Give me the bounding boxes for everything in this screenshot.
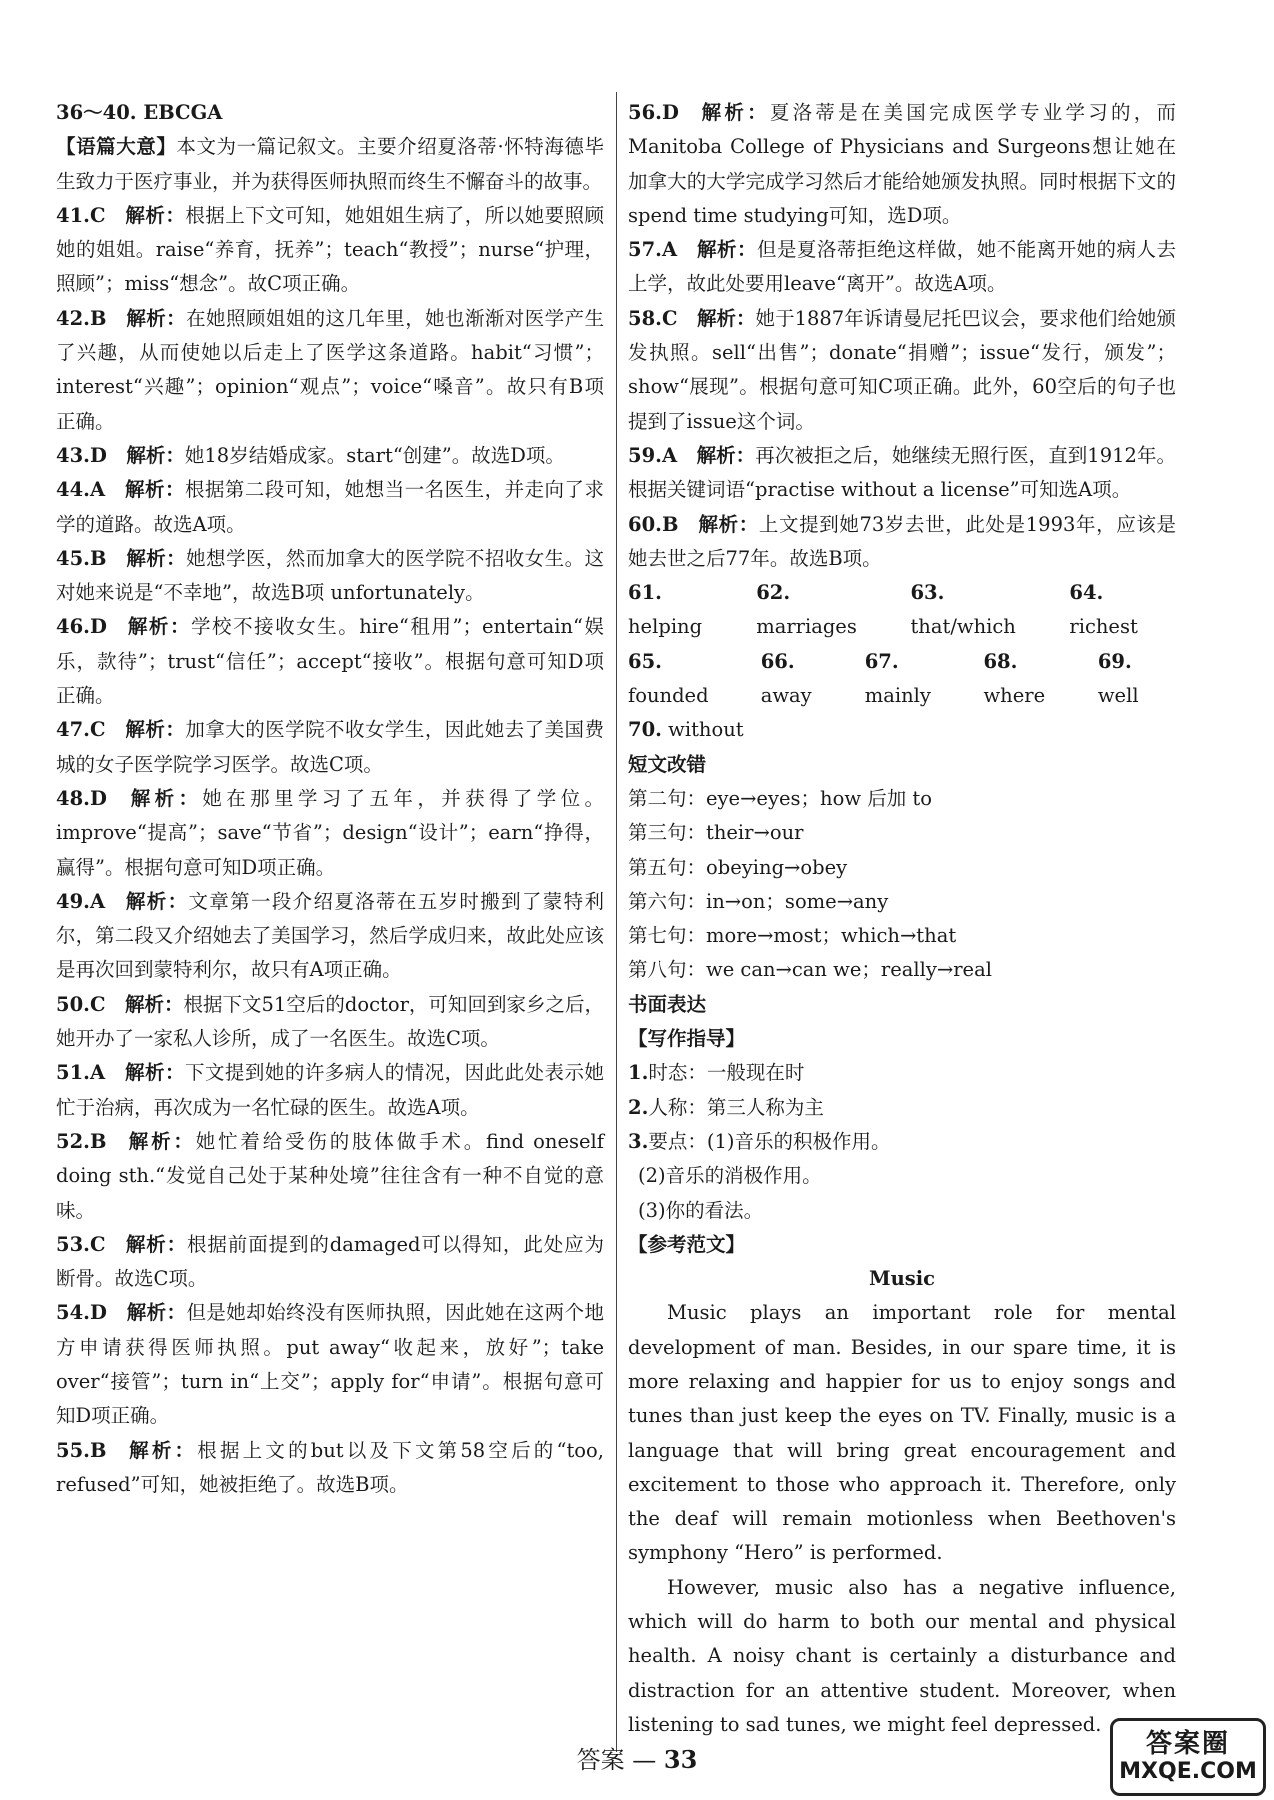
answer-choice: A	[661, 443, 678, 467]
answer-number: 60.	[628, 512, 662, 536]
guide-number: 3.	[628, 1129, 649, 1153]
answer-choice: D	[89, 786, 107, 810]
fill-answer-list	[628, 576, 1176, 747]
answer-number: 46.	[56, 615, 90, 639]
answer-choice: B	[661, 512, 679, 536]
fill-answer-number: 70.	[628, 718, 662, 742]
answer-choice: D	[89, 615, 107, 639]
analysis-label: 解析：	[124, 889, 189, 913]
analysis-text: 根据上文的but以及下文第58空后的“too, refused”可知，她被拒绝了。故选B项。	[56, 1438, 604, 1496]
answer-number: 52.	[56, 1129, 90, 1153]
fill-answer	[1098, 645, 1176, 714]
answer-number: 43.	[56, 443, 90, 467]
fill-answer-word: away	[760, 684, 812, 708]
fill-answer	[628, 576, 740, 645]
guide-text: 人称：第三人称为主	[648, 1095, 824, 1119]
answer-item	[56, 988, 604, 1057]
fill-answer-number: 67.	[864, 649, 899, 673]
guide-item	[628, 1125, 1176, 1159]
analysis-label: 解析：	[124, 203, 186, 227]
analysis-text: 上文提到她73岁去世，此处是1993年，应该是她去世之后77年。故选B项。	[628, 512, 1176, 570]
guide-subpoint: (3)你的看法。	[638, 1198, 764, 1222]
guide-label: 【写作指导】	[628, 1027, 746, 1051]
answer-item	[56, 782, 604, 885]
answer-number: 49.	[56, 889, 90, 913]
correction-item: 第三句：their→our	[628, 821, 804, 845]
analysis-text: 她忙着给受伤的肢体做手术。find oneself doing sth.“发觉自己处于某种处境”往往含有一种不自觉的意味。	[56, 1129, 604, 1222]
correction-item: 第八句：we can→can we；really→real	[628, 958, 992, 982]
analysis-label: 解析：	[126, 615, 191, 639]
summary-text: 本文为一篇记叙文。主要介绍夏洛蒂·怀特海德毕生致力于医疗事业，并为获得医师执照而终生不懈奋斗的故事。	[56, 135, 604, 193]
answer-item	[56, 713, 604, 782]
right-answer-list	[628, 96, 1176, 576]
answer-number: 41.	[56, 203, 90, 227]
fill-answer-number: 63.	[910, 581, 945, 605]
answer-number: 55.	[56, 1438, 90, 1462]
fill-answer	[628, 713, 744, 747]
analysis-label: 解析：	[124, 1232, 188, 1256]
answer-item	[56, 1125, 604, 1228]
page-number: 33	[663, 1745, 698, 1774]
fill-answer-number: 69.	[1097, 649, 1132, 673]
analysis-label: 解析：	[124, 992, 184, 1016]
analysis-label: 解析：	[124, 478, 185, 502]
answer-choice: C	[89, 203, 106, 227]
correction-item: 第二句：eye→eyes；how 后加 to	[628, 786, 933, 810]
analysis-label: 解析：	[698, 101, 770, 124]
fill-answer-word: mainly	[864, 684, 931, 708]
summary-label: 【语篇大意】	[56, 135, 177, 159]
analysis-text: 根据第二段可知，她想当一名医生，并走向了求学的道路。故选A项。	[56, 478, 604, 536]
guide-item	[628, 1056, 1176, 1090]
guide-list	[628, 1056, 1176, 1227]
analysis-label: 解析：	[125, 546, 187, 570]
answer-choice: B	[89, 1129, 107, 1153]
fill-answer	[1069, 576, 1176, 645]
answers-36-40: 36～40. EBCGA	[56, 101, 223, 124]
fill-answer-number: 64.	[1069, 581, 1104, 605]
guide-subpoint: (2)音乐的消极作用。	[638, 1164, 822, 1188]
fill-answer	[983, 645, 1081, 714]
left-column	[56, 96, 604, 1502]
fill-answer-number: 68.	[983, 649, 1018, 673]
answer-item	[56, 1056, 604, 1125]
analysis-text: 加拿大的医学院不收女学生，因此她去了美国费城的女子医学院学习医学。故选C项。	[56, 718, 604, 776]
sample-label: 【参考范文】	[628, 1232, 746, 1256]
analysis-text: 她18岁结婚成家。start“创建”。故选D项。	[184, 443, 565, 467]
answer-choice: A	[89, 478, 106, 502]
analysis-label: 解析：	[696, 238, 757, 262]
analysis-label: 解析：	[124, 718, 186, 742]
answer-choice: D	[89, 443, 107, 467]
answer-choice: A	[661, 238, 678, 262]
answer-number: 48.	[56, 786, 90, 810]
answer-number: 47.	[56, 718, 90, 742]
answer-item	[56, 1228, 604, 1297]
column-divider	[616, 92, 617, 1752]
correction-item: 第六句：in→on；some→any	[628, 889, 889, 913]
answer-item	[56, 302, 604, 439]
answer-item	[56, 1296, 604, 1433]
fill-answer	[761, 645, 849, 714]
left-answer-list	[56, 199, 604, 1502]
answer-choice: C	[89, 718, 106, 742]
analysis-label: 解析：	[126, 443, 185, 467]
fill-answer-word: well	[1097, 684, 1139, 708]
fill-answer-word: marriages	[756, 615, 857, 639]
footer-prefix: 答案 —	[576, 1746, 664, 1774]
answer-choice: C	[89, 1232, 106, 1256]
answer-choice: B	[89, 306, 107, 330]
writing-heading: 书面表达	[628, 992, 707, 1016]
analysis-label: 解析：	[125, 1438, 198, 1462]
fill-answer	[756, 576, 894, 645]
analysis-text: 下文提到她的许多病人的情况，因此此处表示她忙于治病，再次成为一名忙碌的医生。故选A项。	[56, 1061, 604, 1119]
answer-number: 53.	[56, 1232, 90, 1256]
analysis-label: 解析：	[696, 306, 756, 330]
fill-answer-number: 65.	[628, 649, 662, 673]
analysis-label: 解析：	[125, 306, 187, 330]
analysis-label: 解析：	[126, 1301, 187, 1325]
fill-answer	[910, 576, 1053, 645]
analysis-label: 解析：	[124, 1061, 185, 1085]
fill-answer-word: helping	[628, 615, 703, 639]
essay-paragraph: However, music also has a negative influence, which will do harm to both our mental and physical health. A noisy chant is certainly a disturbance and distraction for an attentive student. Moreover, when listening to sad tunes, we might feel depressed.	[628, 1575, 1176, 1736]
answer-item	[56, 439, 604, 473]
analysis-text: 学校不接收女生。hire“租用”；entertain“娱乐，款待”；trust“信任”；accept“接收”。根据句意可知D项正确。	[56, 615, 604, 708]
fill-answer-word: richest	[1069, 615, 1138, 639]
essay-title: Music	[868, 1267, 936, 1291]
answer-item	[628, 439, 1176, 508]
answer-choice: A	[89, 1061, 106, 1085]
analysis-label: 解析：	[697, 512, 759, 536]
guide-text: 要点：(1)音乐的积极作用。	[648, 1129, 891, 1153]
answer-item	[56, 473, 604, 542]
fill-answer-number: 62.	[756, 581, 791, 605]
watermark-top-text: 答案圈	[1145, 1729, 1230, 1759]
analysis-text: 再次被拒之后，她继续无照行医，直到1912年。根据关键词语“practise without a license”可知选A项。	[628, 443, 1176, 502]
correction-item: 第七句：more→most；which→that	[628, 924, 957, 948]
fill-answer-word: founded	[628, 684, 709, 708]
answer-item	[628, 302, 1176, 439]
answer-choice: B	[89, 1438, 107, 1462]
fill-answer-row	[628, 576, 1176, 645]
guide-number: 1.	[628, 1061, 649, 1085]
fill-answer-word: that/which	[910, 615, 1016, 639]
fill-answer-row	[628, 645, 1176, 714]
fill-answer	[628, 645, 745, 714]
answer-item	[56, 610, 604, 713]
answer-number: 51.	[56, 1061, 90, 1085]
fill-answer-number: 66.	[760, 649, 795, 673]
analysis-label: 解析：	[126, 786, 203, 810]
answer-number: 44.	[56, 478, 90, 502]
analysis-text: 夏洛蒂是在美国完成医学专业学习的，而Manitoba College of Physicians and Surgeons想让她在加拿大的大学完成学习然后才能给她颁发执照。同时根据下文的spend time studying可知，选D项。	[628, 101, 1176, 227]
answer-item	[56, 542, 604, 611]
analysis-label: 解析：	[696, 443, 756, 467]
right-column	[628, 96, 1176, 1742]
answer-number: 42.	[56, 306, 90, 330]
watermark-bottom-text: MXQE.COM	[1119, 1759, 1257, 1784]
analysis-text: 她在那里学习了五年，并获得了学位。improve“提高”；save“节省”；design“设计”；earn“挣得，赢得”。根据句意可知D项正确。	[56, 786, 604, 879]
correction-item: 第五句：obeying→obey	[628, 855, 848, 879]
essay-paragraph: Music plays an important role for mental development of man. Besides, in our spare time, it is more relaxing and happier for us to enjoy songs and tunes than just keep the eyes on TV. Finally, music is a language that will bring great encouragement and excitement to those who approach it. Therefore, only the deaf will remain motionless when Beethoven's symphony “Hero” is performed.	[628, 1301, 1176, 1565]
answer-item	[628, 96, 1176, 233]
analysis-text: 根据前面提到的damaged可以得知，此处应为断骨。故选C项。	[56, 1232, 604, 1291]
analysis-text: 但是她却始终没有医师执照，因此她在这两个地方申请获得医师执照。put away“收起来，放好”；take over“接管”；turn in“上交”；apply for“申请”。根据句意可知D项正确。	[56, 1301, 604, 1428]
answer-number: 54.	[56, 1301, 90, 1325]
fill-answer-row	[628, 713, 1176, 747]
analysis-text: 根据下文51空后的doctor，可知回到家乡之后，她开办了一家私人诊所，成了一名医生。故选C项。	[56, 992, 604, 1051]
answer-number: 50.	[56, 992, 90, 1016]
analysis-text: 她于1887年诉请曼尼托巴议会，要求他们给她颁发执照。sell“出售”；donate“捐赠”；issue“发行，颁发”；show“展现”。根据句意可知C项正确。此外，60空后的句子也提到了issue这个词。	[628, 306, 1176, 433]
answer-number: 59.	[628, 443, 662, 467]
answer-choice: A	[89, 889, 106, 913]
answer-number: 58.	[628, 306, 662, 330]
fill-answer-word: where	[983, 684, 1046, 708]
answer-choice: B	[89, 546, 107, 570]
answer-item	[628, 508, 1176, 577]
guide-number: 2.	[628, 1095, 649, 1119]
answer-number: 56.	[628, 101, 662, 124]
summary	[56, 130, 604, 199]
page-footer	[0, 1740, 1274, 1775]
analysis-text: 她想学医，然而加拿大的医学院不招收女生。这对她来说是“不幸地”，故选B项 unfortunately。	[56, 546, 604, 605]
fill-answer	[865, 645, 968, 714]
answer-choice: D	[661, 101, 679, 124]
answer-number: 57.	[628, 238, 662, 262]
answer-item	[56, 199, 604, 302]
answer-choice: C	[661, 306, 678, 330]
guide-item	[628, 1091, 1176, 1125]
analysis-text: 在她照顾姐姐的这几年里，她也渐渐对医学产生了兴趣，从而使她以后走上了医学这条道路。habit“习惯”；interest“兴趣”；opinion“观点”；voice“嗓音”。故只有B项正确。	[56, 306, 604, 433]
guide-text: 时态：一般现在时	[648, 1061, 805, 1085]
fill-answer-word: without	[668, 718, 744, 742]
analysis-text: 文章第一段介绍夏洛蒂在五岁时搬到了蒙特利尔，第二段又介绍她去了美国学习，然后学成归来，故此处应该是再次回到蒙特利尔，故只有A项正确。	[56, 889, 604, 982]
analysis-label: 解析：	[125, 1129, 196, 1153]
site-watermark-logo	[1110, 1718, 1266, 1796]
essay-body	[628, 1296, 1176, 1742]
correction-heading: 短文改错	[628, 752, 707, 776]
answer-choice: D	[89, 1301, 107, 1325]
analysis-text: 但是夏洛蒂拒绝这样做，她不能离开她的病人去上学，故此处要用leave“离开”。故选A项。	[628, 238, 1176, 296]
answer-number: 45.	[56, 546, 90, 570]
correction-list	[628, 782, 1176, 988]
answer-item	[628, 233, 1176, 302]
analysis-text: 根据上下文可知，她姐姐生病了，所以她要照顾她的姐姐。raise“养育，抚养”；teach“教授”；nurse“护理，照顾”；miss“想念”。故C项正确。	[56, 203, 604, 296]
fill-answer-number: 61.	[628, 581, 662, 605]
answer-item	[56, 885, 604, 988]
answer-choice: C	[89, 992, 106, 1016]
answer-item	[56, 1434, 604, 1503]
